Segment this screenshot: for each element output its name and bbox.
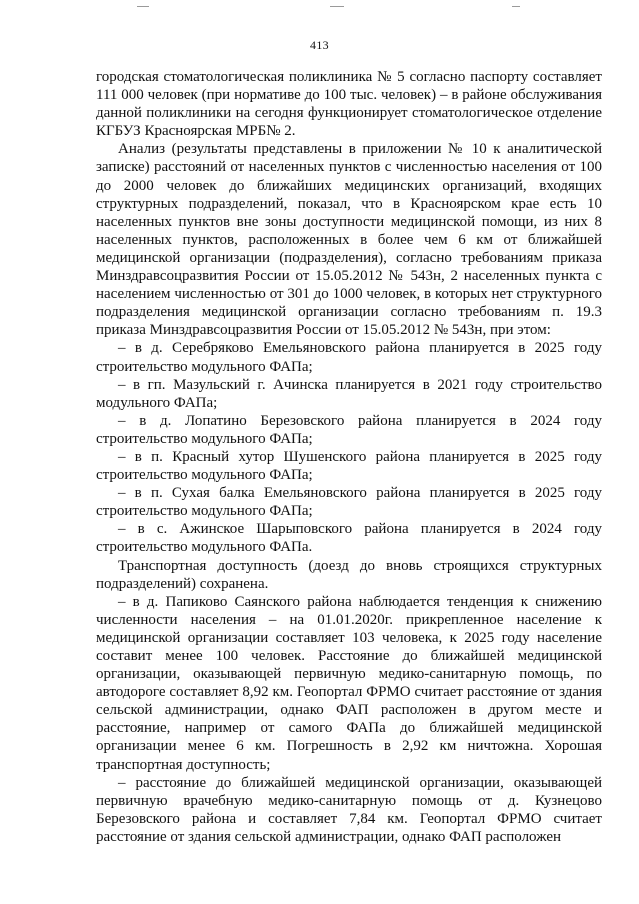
list-item-lopatino: – в д. Лопатино Березовского района планируется в 2024 году строительство модульного ФАПа;	[96, 412, 602, 447]
list-item-mazulsky: – в гп. Мазульский г. Ачинска планируется в 2021 году строительство модульного ФАПа;	[96, 376, 602, 411]
paragraph-analysis: Анализ (результаты представлены в приложении № 10 к аналитической записке) расстояний от населенных пунктов с численностью населения от 100 до 2000 человек до ближайших медицинских организаций, входящих структурных подразделений, показал, что в Красноярском крае есть 10 населенных пунктов вне зоны доступности медицинской помощи, из них 8 населенных пунктов, расположенных в более чем 6 км от ближайшей медицинской организации (подразделения), согласно требованиям приказа Минздравсоцразвития России от 15.05.2012 № 543н, 2 населенных пункта с населением численностью от 301 до 1000 человек, в которых нет структурного подразделения медицинской организации согласно требованиям п. 19.3 приказа Минздравсоцразвития России от 15.05.2012 № 543н, при этом:	[96, 141, 602, 339]
scan-mark	[330, 6, 344, 7]
document-body	[96, 68, 602, 846]
list-item-serebryakovo: – в д. Серебряково Емельяновского района планируется в 2025 году строительство модульного ФАПа;	[96, 340, 602, 375]
page-number: 413	[310, 38, 329, 52]
paragraph-continuation: городская стоматологическая поликлиника № 5 согласно паспорту составляет 111 000 человек (при нормативе до 100 тыс. человек) – в районе обслуживания данной поликлиники на сегодня функционирует стоматологическое отделение КГБУЗ Красноярская МРБ№ 2.	[96, 69, 602, 140]
list-item-sukhaya-balka: – в п. Сухая балка Емельяновского района планируется в 2025 году строительство модульного ФАПа;	[96, 485, 602, 520]
list-item-kuznetsovo: – расстояние до ближайшей медицинской организации, оказывающей первичную врачебную медико-санитарную помощь от д. Кузнецово Березовского района и составляет 7,84 км. Геопортал ФРМО считает расстояние от здания сельской администрации, однако ФАП расположен	[96, 774, 602, 845]
scan-mark	[137, 6, 149, 7]
list-item-papikovo: – в д. Папиково Саянского района наблюдается тенденция к снижению численности населения – на 01.01.2020г. прикрепленное население к медицинской организации составляет 103 человека, к 2025 году население составит менее 100 человек. Расстояние до ближайшей медицинской организации, оказывающей первичную медико-санитарную помощь, по автодороге составляет 8,92 км. Геопортал ФРМО считает расстояние от здания сельской администрации, однако ФАП расположен в другом месте и расстояние, например от самого ФАПа до ближайшей медицинской организации менее 6 км. Погрешность в 2,92 км ничтожна. Хорошая транспортная доступность;	[96, 593, 602, 773]
paragraph-transport: Транспортная доступность (доезд до вновь строящихся структурных подразделений) сохранена.	[96, 557, 602, 592]
list-item-krasny-khutor: – в п. Красный хутор Шушенского района планируется в 2025 году строительство модульного ФАПа;	[96, 448, 602, 484]
scan-artifacts	[0, 0, 639, 14]
list-item-azhinskoe: – в с. Ажинское Шарыповского района планируется в 2024 году строительство модульного ФАПа.	[96, 521, 602, 556]
scan-mark	[512, 6, 520, 7]
